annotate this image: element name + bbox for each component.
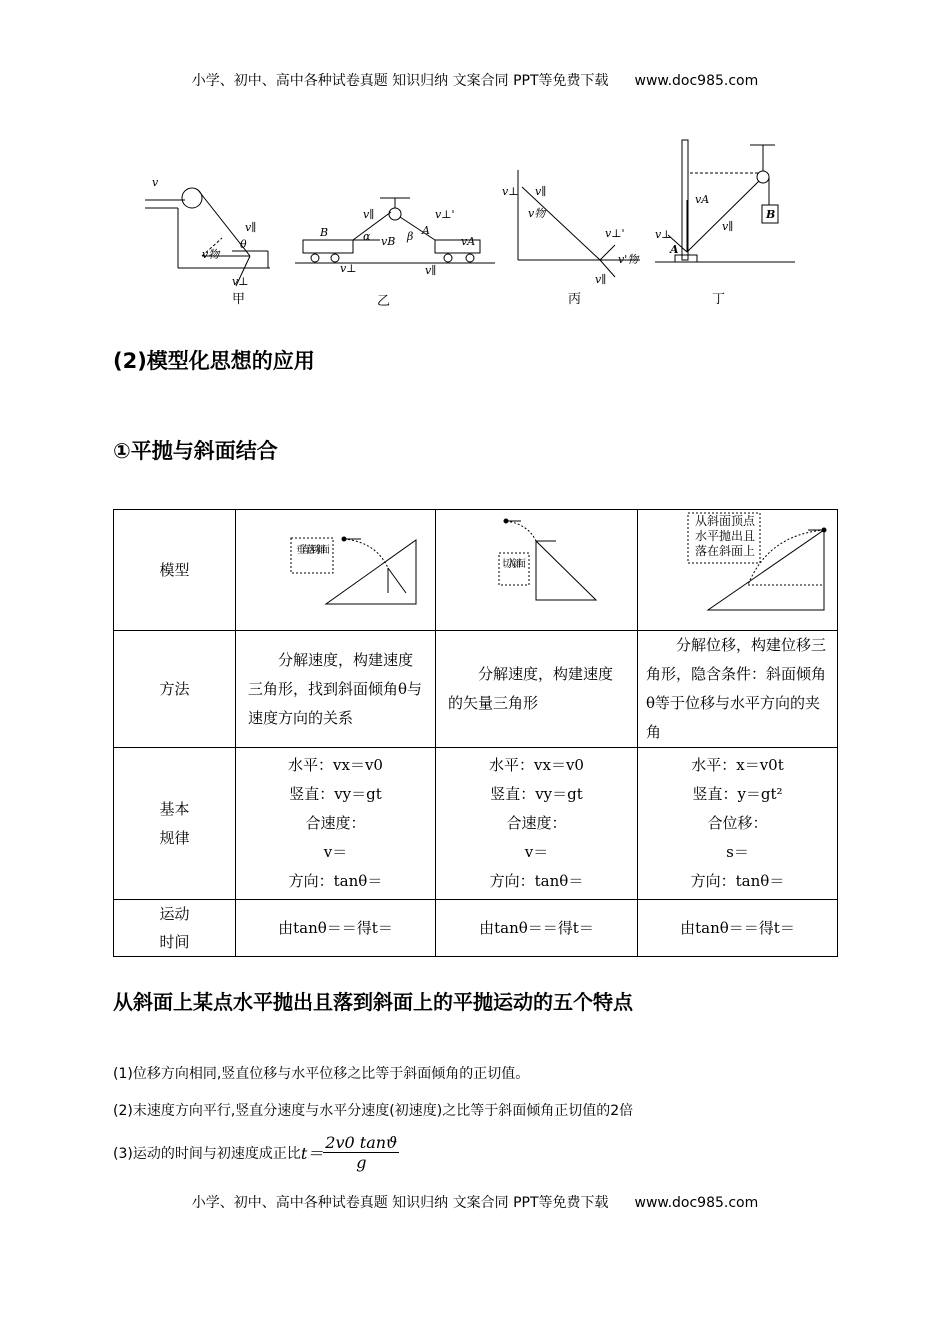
model-label: 垂直落到斜面 bbox=[296, 545, 330, 556]
method-cell: 分解速度，构建速度三角形，找到斜面倾角θ与速度方向的关系 bbox=[236, 631, 436, 748]
feature-item-3 bbox=[113, 1133, 399, 1172]
label: v⊥' bbox=[605, 227, 625, 240]
label: θ bbox=[240, 238, 247, 251]
table-row bbox=[114, 510, 838, 631]
label: v∥ bbox=[535, 185, 547, 198]
law-line: 方向：tanθ＝ bbox=[489, 872, 584, 890]
model-label: 切入斜面 bbox=[502, 559, 526, 570]
law-line: 竖直：y＝gt² bbox=[692, 785, 783, 803]
law-line: s＝ bbox=[726, 843, 749, 861]
label: v∥ bbox=[722, 220, 734, 233]
label: v∥ bbox=[363, 208, 375, 221]
formula-numerator: 2v0 tanϑ bbox=[325, 1133, 398, 1152]
law-line: 竖直：vy＝gt bbox=[490, 785, 583, 803]
features-title: 从斜面上某点水平抛出且落到斜面上的平抛运动的五个特点 bbox=[113, 990, 633, 1014]
law-line: 水平：vx＝v0 bbox=[288, 756, 383, 774]
label: v⊥ bbox=[340, 262, 357, 275]
label: v⊥ bbox=[502, 185, 519, 198]
model-table bbox=[113, 509, 838, 957]
label: v∥ bbox=[245, 221, 257, 234]
figure-yi bbox=[295, 190, 495, 285]
header-url: www.doc985.com bbox=[634, 73, 759, 89]
formula-lhs: t＝ bbox=[300, 1144, 324, 1163]
figure-caption-ding: 丁 bbox=[712, 292, 726, 307]
footer-text: 小学、初中、高中各种试卷真题 知识归纳 文案合同 PPT等免费下载 bbox=[191, 1195, 609, 1211]
label: B bbox=[320, 226, 329, 239]
model-label: 从斜面顶点水平抛出且落在斜面上 bbox=[694, 514, 755, 558]
label: v⊥' bbox=[435, 208, 455, 221]
label: vB bbox=[381, 235, 396, 248]
feature-item: (2)末速度方向平行,竖直分速度与水平分速度(初速度)之比等于斜面倾角正切值的2倍 bbox=[113, 1103, 634, 1119]
feature-text: (3)运动的时间与初速度成正比 bbox=[113, 1145, 301, 1162]
label: α bbox=[363, 230, 371, 243]
label: v⊥ bbox=[655, 228, 672, 241]
law-cell bbox=[236, 748, 436, 900]
row-header: 运动 时间 bbox=[114, 900, 236, 957]
label: v∥ bbox=[425, 264, 437, 277]
figure-caption-bing: 丙 bbox=[568, 292, 582, 307]
label: v物 bbox=[202, 248, 220, 261]
model-diagram-3 bbox=[638, 510, 838, 631]
method-cell: 分解速度，构建速度的矢量三角形 bbox=[436, 631, 638, 748]
law-cell bbox=[638, 748, 838, 900]
label: v物 bbox=[528, 207, 546, 220]
feature-item: (1)位移方向相同,竖直位移与水平位移之比等于斜面倾角的正切值。 bbox=[113, 1066, 530, 1082]
law-line: 合速度： bbox=[305, 814, 366, 832]
time-cell: 由tanθ＝＝得t＝ bbox=[436, 900, 638, 957]
model-diagram-1 bbox=[236, 510, 436, 631]
label: v'物 bbox=[618, 253, 639, 266]
time-cell: 由tanθ＝＝得t＝ bbox=[236, 900, 436, 957]
figure-jia bbox=[140, 168, 280, 303]
law-cell bbox=[436, 748, 638, 900]
figure-ding bbox=[650, 135, 800, 270]
label: β bbox=[407, 230, 414, 243]
label: A bbox=[422, 224, 430, 237]
label: v⊥ bbox=[232, 275, 249, 288]
table-row bbox=[114, 631, 838, 748]
label: B bbox=[766, 208, 776, 221]
table-row bbox=[114, 748, 838, 900]
label: vA bbox=[695, 193, 710, 206]
law-line: 合速度： bbox=[506, 814, 567, 832]
formula-fraction bbox=[323, 1133, 399, 1172]
law-line: 竖直：vy＝gt bbox=[289, 785, 382, 803]
law-line: 水平：x＝v0t bbox=[691, 756, 784, 774]
subsection-title: ①平抛与斜面结合 bbox=[113, 439, 278, 463]
law-line: 合位移： bbox=[707, 814, 768, 832]
row-header: 模型 bbox=[114, 510, 236, 631]
model-diagram-2 bbox=[436, 510, 638, 631]
law-line: 方向：tanθ＝ bbox=[690, 872, 785, 890]
label: v∥ bbox=[595, 273, 607, 285]
label: v bbox=[152, 176, 159, 189]
page-header bbox=[0, 70, 950, 90]
row-header: 基本 规律 bbox=[114, 748, 236, 900]
label: A bbox=[670, 243, 679, 256]
law-line: v＝ bbox=[524, 843, 549, 861]
figure-caption-jia: 甲 bbox=[232, 292, 246, 307]
law-line: v＝ bbox=[323, 843, 348, 861]
footer-url: www.doc985.com bbox=[634, 1195, 759, 1211]
page-footer bbox=[0, 1192, 950, 1212]
header-text: 小学、初中、高中各种试卷真题 知识归纳 文案合同 PPT等免费下载 bbox=[191, 73, 609, 89]
row-header: 方法 bbox=[114, 631, 236, 748]
label: vA bbox=[461, 235, 476, 248]
time-cell: 由tanθ＝＝得t＝ bbox=[638, 900, 838, 957]
table-row bbox=[114, 900, 838, 957]
law-line: 方向：tanθ＝ bbox=[288, 872, 383, 890]
figure-bing bbox=[500, 165, 645, 285]
method-cell: 分解位移，构建位移三角形，隐含条件：斜面倾角θ等于位移与水平方向的夹角 bbox=[638, 631, 838, 748]
figure-caption-yi: 乙 bbox=[377, 294, 391, 309]
section-title: (2)模型化思想的应用 bbox=[113, 349, 315, 373]
law-line: 水平：vx＝v0 bbox=[489, 756, 584, 774]
formula-denominator: g bbox=[356, 1153, 367, 1172]
